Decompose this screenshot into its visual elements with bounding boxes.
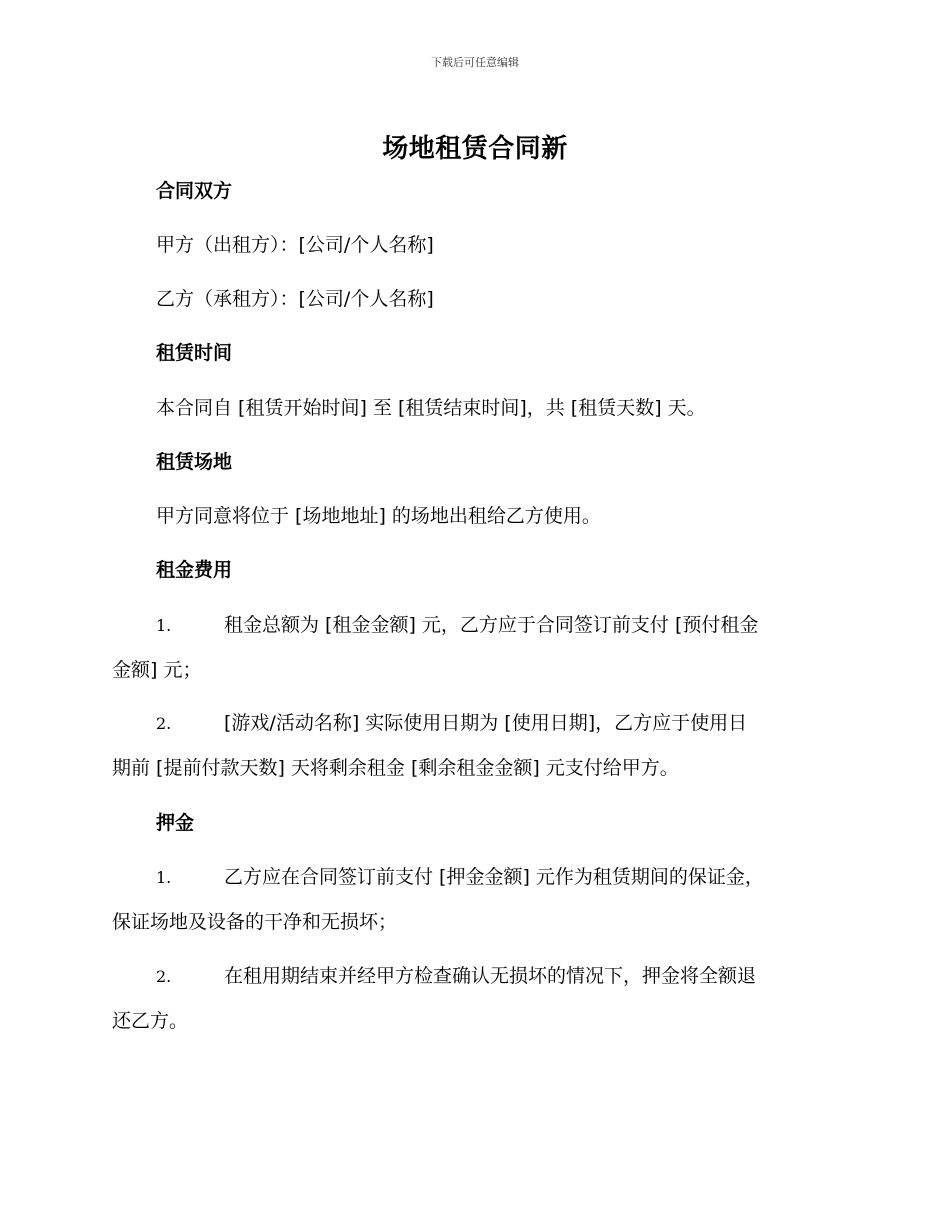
rent-item-1-line2: 金额] 元；	[112, 659, 202, 681]
party-b-line: 乙方（承租方）：[公司/个人名称]	[156, 288, 434, 310]
rent-item-2-line2: 期前 [提前付款天数] 天将剩余租金 [剩余租金金额] 元支付给甲方。	[112, 757, 679, 779]
list-number: 2.	[156, 714, 172, 733]
deposit-item-2	[156, 961, 756, 992]
deposit-item-2-line2: 还乙方。	[112, 1010, 189, 1032]
header-note: 下载后可任意编辑	[431, 56, 519, 69]
section-heading-rent: 租金费用	[156, 559, 233, 581]
rent-item-2	[156, 708, 747, 739]
list-number: 1.	[156, 616, 172, 635]
document-title: 场地租赁合同新	[382, 134, 568, 164]
deposit-item-1-line2: 保证场地及设备的干净和无损坏；	[112, 911, 398, 933]
deposit-item-1-line1: 乙方应在合同签订前支付 [押金金额] 元作为租赁期间的保证金，	[224, 866, 764, 888]
list-number: 1.	[156, 868, 172, 887]
list-number: 2.	[156, 967, 172, 986]
rent-item-2-line1: [游戏/活动名称] 实际使用日期为 [使用日期]，乙方应于使用日	[224, 712, 748, 734]
section-heading-parties: 合同双方	[156, 180, 233, 202]
section-heading-deposit: 押金	[156, 812, 195, 834]
deposit-item-1	[156, 862, 764, 893]
rent-item-1	[156, 610, 758, 641]
section-heading-term: 租赁时间	[156, 342, 233, 364]
party-a-line: 甲方（出租方）：[公司/个人名称]	[156, 234, 434, 256]
venue-text: 甲方同意将位于 [场地地址] 的场地出租给乙方使用。	[156, 505, 601, 527]
deposit-item-2-line1: 在租用期结束并经甲方检查确认无损坏的情况下，押金将全额退	[224, 965, 757, 987]
rent-item-1-line1: 租金总额为 [租金金额] 元，乙方应于合同签订前支付 [预付租金	[224, 614, 759, 636]
section-heading-venue: 租赁场地	[156, 451, 233, 473]
term-text: 本合同自 [租赁开始时间] 至 [租赁结束时间]，共 [租赁天数] 天。	[156, 397, 706, 419]
